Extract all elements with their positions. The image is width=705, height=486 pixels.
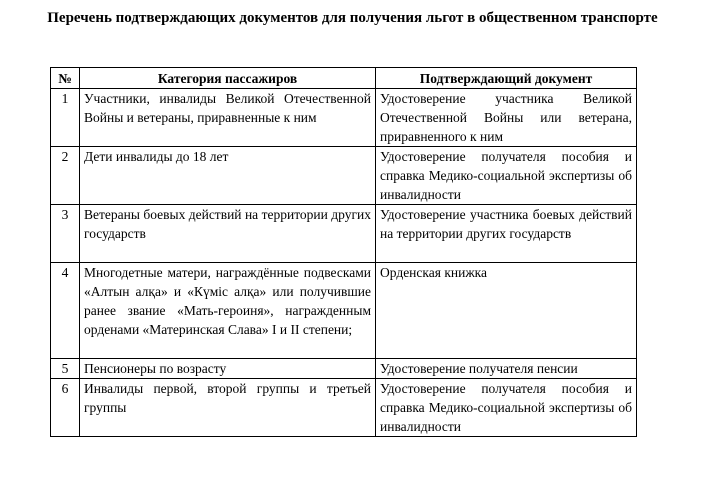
row-document: Удостоверение участника боевых действий на территории других государств: [376, 205, 637, 263]
row-number: 2: [51, 147, 80, 205]
table-header-row: [51, 68, 637, 89]
row-category: Участники, инвалиды Великой Отечественной Войны и ветераны, приравненные к ним: [80, 89, 376, 147]
table-row: [51, 205, 637, 263]
row-category: Пенсионеры по возрасту: [80, 359, 376, 379]
row-category: Ветераны боевых действий на территории других государств: [80, 205, 376, 263]
table-row: [51, 89, 637, 147]
table-row: [51, 263, 637, 359]
row-number: 6: [51, 379, 80, 437]
row-document: Удостоверение получателя пенсии: [376, 359, 637, 379]
row-number: 3: [51, 205, 80, 263]
header-number: №: [51, 68, 80, 89]
row-document: Удостоверение получателя пособия и справка Медико-социальной экспертизы об инвалидности: [376, 147, 637, 205]
row-category: Инвалиды первой, второй группы и третьей группы: [80, 379, 376, 437]
documents-table: [50, 67, 637, 437]
row-document: Удостоверение участника Великой Отечественной Войны или ветерана, приравненного к ним: [376, 89, 637, 147]
row-category: Многодетные матери, награждённые подвесками «Алтын алқа» и «Күміс алқа» или получившие ранее звание «Мать-героиня», награжденным орденами «Материнская Слава» I и II степени;: [80, 263, 376, 359]
row-number: 1: [51, 89, 80, 147]
table-row: [51, 359, 637, 379]
table-row: [51, 147, 637, 205]
row-number: 4: [51, 263, 80, 359]
row-document: Орденская книжка: [376, 263, 637, 359]
row-number: 5: [51, 359, 80, 379]
document-title: Перечень подтверждающих документов для получения льгот в общественном транспорте: [47, 10, 658, 26]
table-row: [51, 379, 637, 437]
row-document: Удостоверение получателя пособия и справка Медико-социальной экспертизы об инвалидности: [376, 379, 637, 437]
row-category: Дети инвалиды до 18 лет: [80, 147, 376, 205]
header-category: Категория пассажиров: [80, 68, 376, 89]
header-document: Подтверждающий документ: [376, 68, 637, 89]
